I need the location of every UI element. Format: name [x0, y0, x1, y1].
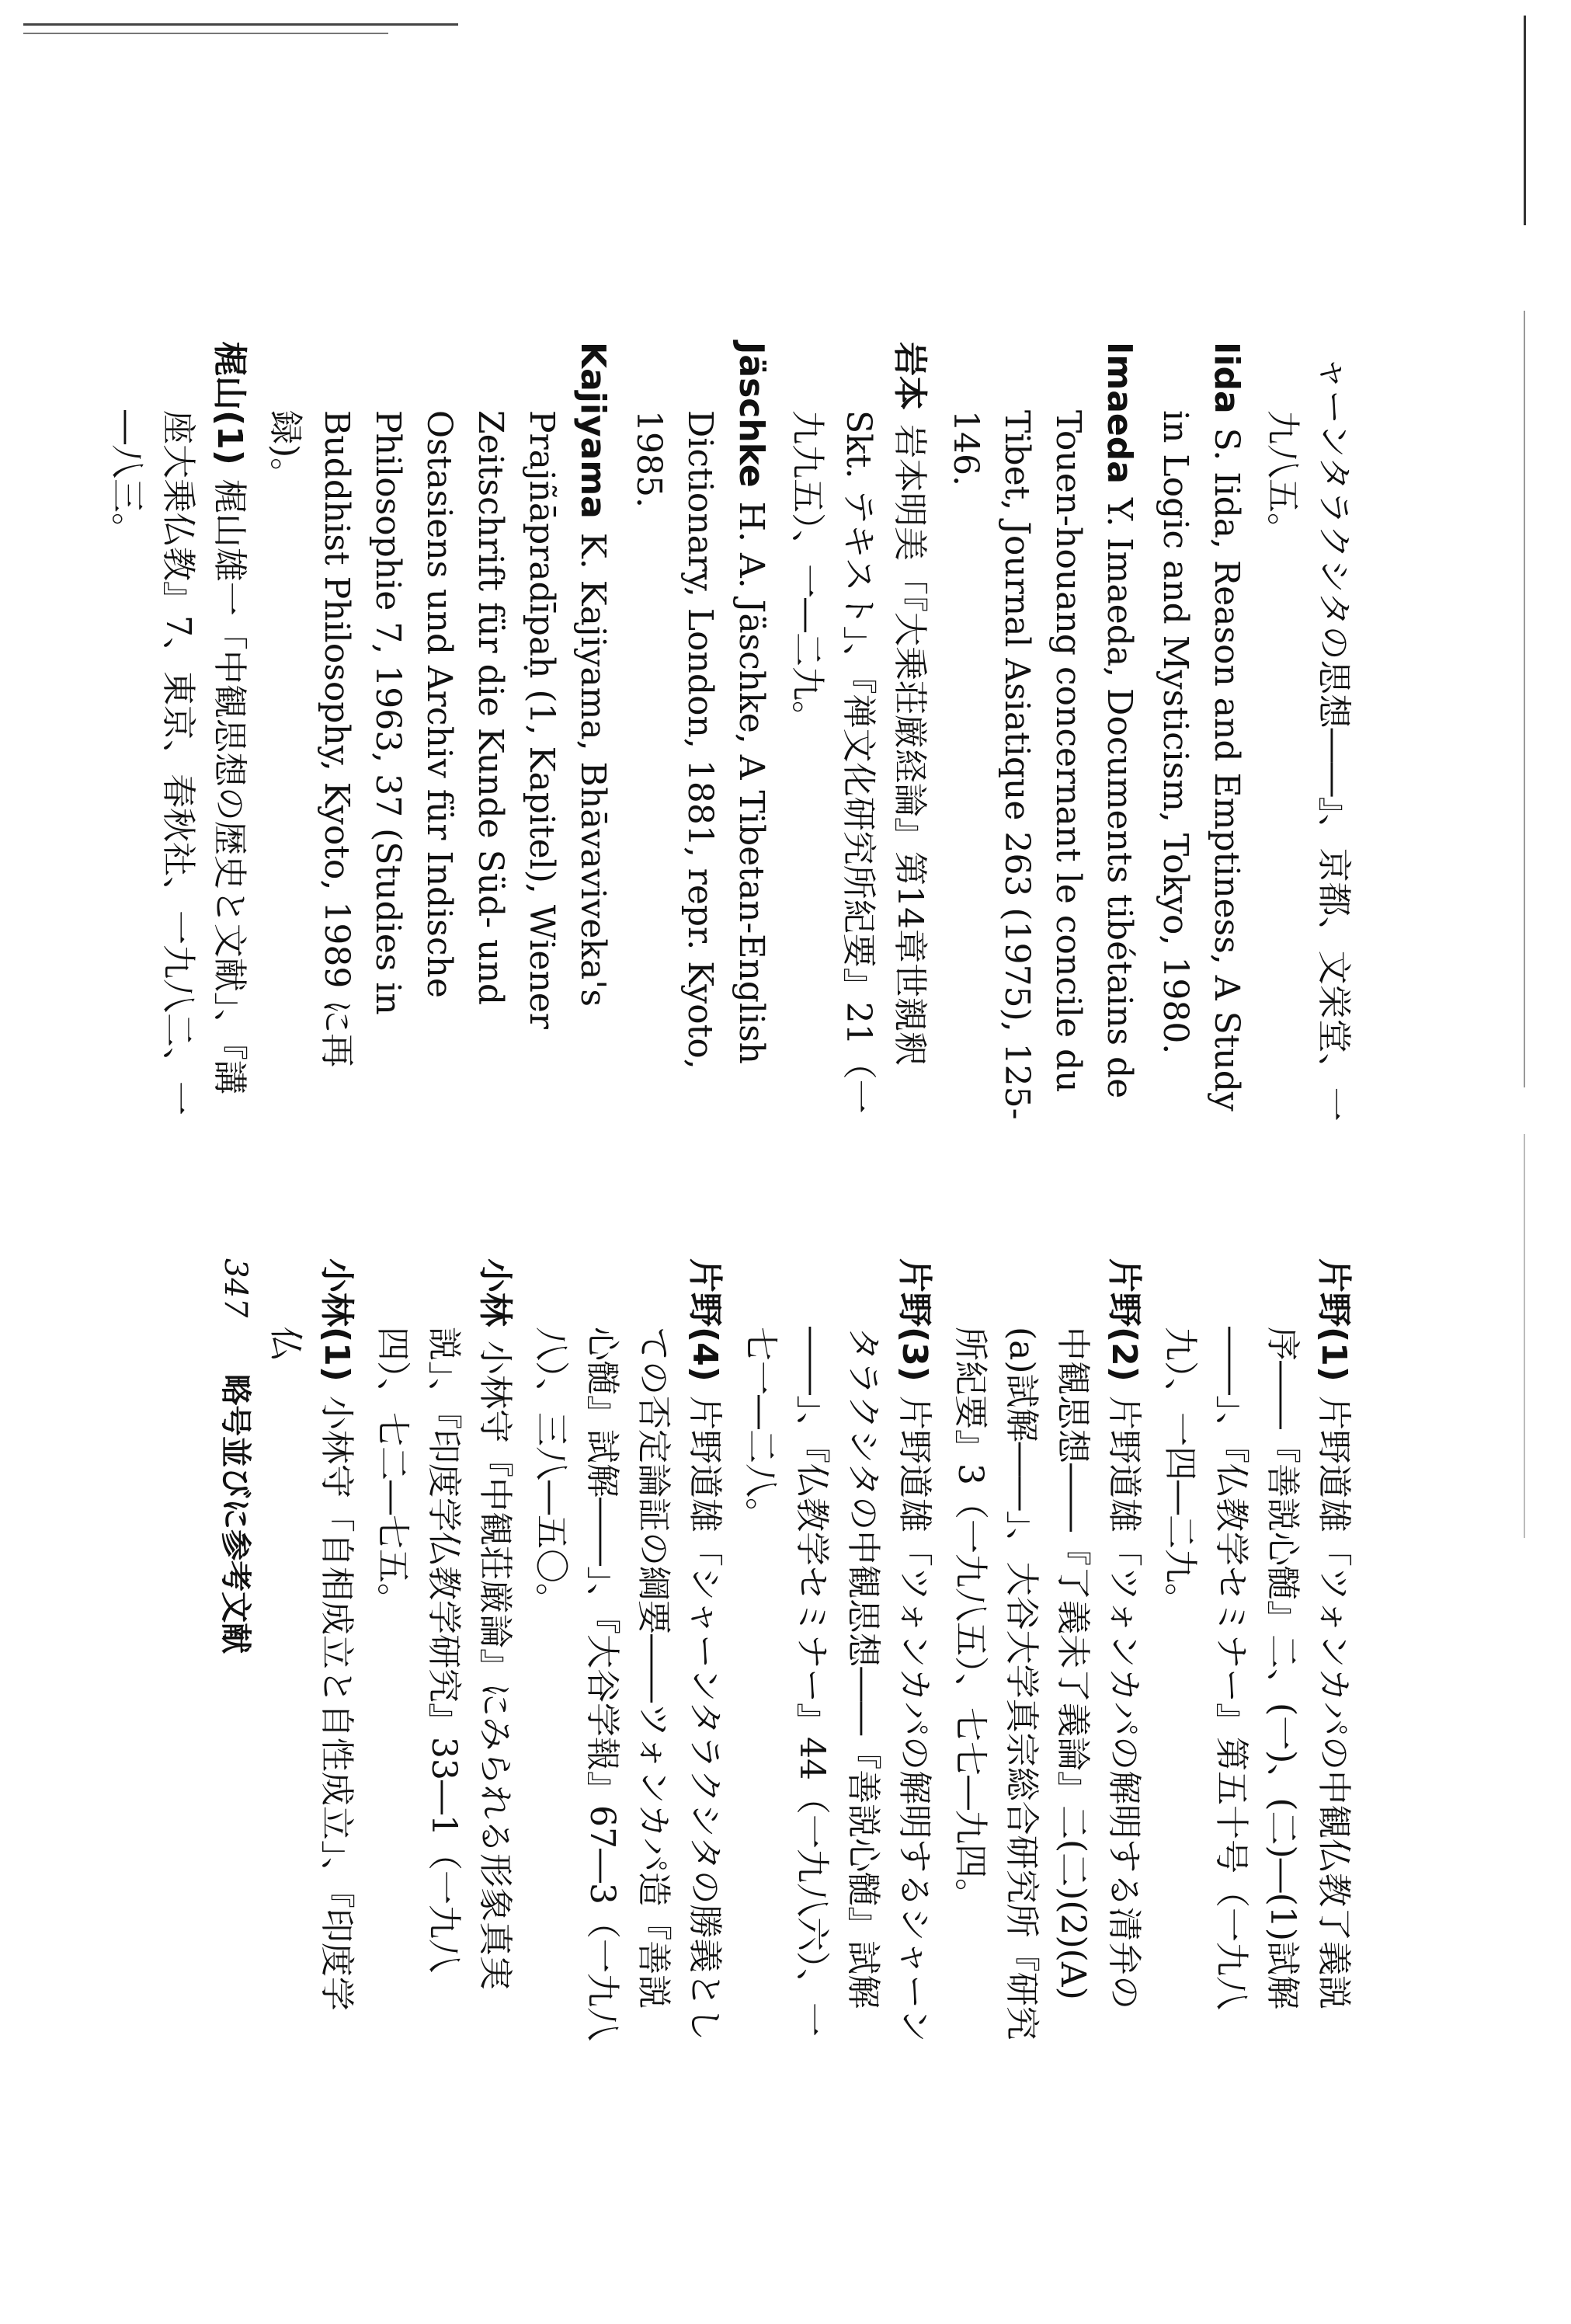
- bib-key: 片野(1): [1314, 1258, 1354, 1382]
- bib-entry: [101, 342, 255, 1126]
- bib-key: 小林: [475, 1258, 515, 1327]
- bib-text: H. A. Jäschke, A Tibetan-English Dictionary, London, 1881, repr. Kyoto, 1985.: [629, 410, 771, 1070]
- page-edge-shadow: [1524, 16, 1526, 225]
- bib-key: Imaeda: [1100, 342, 1139, 484]
- bibliography-left-column: [96, 342, 1359, 1126]
- bib-text: 小林守「自相成立と自性成立」、『印度学仏: [266, 1327, 356, 2011]
- bib-entry: [1256, 342, 1359, 1126]
- rotated-page: [107, 342, 1359, 2097]
- bib-entry: [367, 1258, 520, 2043]
- bib-key: 片野(2): [1104, 1258, 1144, 1382]
- bib-entry: [259, 342, 618, 1126]
- scan-artifact-line: [23, 23, 458, 26]
- bib-entry: [259, 1258, 362, 2043]
- bib-text: S. Iida, Reason and Emptiness, A Study in Logic and Mysticism, Tokyo, 1980.: [1156, 410, 1246, 1112]
- bib-text: K. Kajiyama, Bhāvaviveka's Prajñāpradīpaḥ (1, Kapitel), Wiener Zeitschrift für die Kunde Süd- und Ostasiens und Archiv für Indische Philosophie 7, 1963, 37 (Studies in Buddhist Philosophy, Kyoto, 1989 に再録)。: [266, 410, 613, 1068]
- bibliography-right-column: [255, 1258, 1359, 2043]
- bib-key: Jäschke: [732, 342, 771, 488]
- bib-key: 小林(1): [317, 1258, 356, 1382]
- bib-entry: [944, 1258, 1149, 2043]
- bib-entry: [1149, 342, 1252, 1126]
- bib-key: 片野(4): [685, 1258, 725, 1382]
- bib-key: 片野(3): [895, 1258, 934, 1382]
- bib-text: 片野道雄「シャーンタラクシタの勝義としての否定論証の綱要――ツォンカパ造『善説心髄』試解――」、『大谷学報』67―3（一九八八）、三八―五〇。: [531, 1327, 725, 2041]
- bib-key: 梶山(1): [210, 342, 249, 465]
- bib-entry: [623, 342, 777, 1126]
- bib-entry: [781, 342, 935, 1126]
- bib-key: 岩本: [890, 342, 930, 410]
- bib-key: Kajiyama: [573, 342, 613, 519]
- bib-text: Y. Imaeda, Documents tibétains de Touen-houang concernant le concile du Tibet, Journal Asiatique 263 (1975), 125-146.: [946, 410, 1139, 1120]
- bib-text: ャーンタラクシタの思想――』、京都、文栄堂、一九八五。: [1263, 356, 1354, 1122]
- scan-artifact-line: [23, 33, 388, 34]
- bib-key: Iida: [1207, 342, 1246, 414]
- bib-entry: [525, 1258, 730, 2043]
- bib-text: 小林守『中観荘厳論』にみられる形象真実説」、『印度学仏教学研究』33―1（一九八四）、七二―七五。: [373, 1327, 515, 1990]
- bib-entry: [1154, 1258, 1359, 2043]
- bib-text: 片野道雄「ツォンカパの解明する清弁の中観思想――『了義未了義論』二(二)(2)(A)(a)試解――」、大谷大学真宗総合研究所『研究所紀要』3（一九八五）、七七―九四。: [951, 1327, 1144, 2040]
- bib-text: 片野道雄「ツォンカパの解明するシャーンタラクシタの中観思想――『善説心髄』試解――」、『仏教学セミナー』44（一九八六）、一七一―二八。: [741, 1327, 934, 2043]
- page-number: 347: [217, 1258, 253, 1318]
- page-footer: [216, 1258, 260, 1654]
- bib-entry: [735, 1258, 940, 2043]
- bib-entry: [940, 342, 1145, 1126]
- bib-text: 片野道雄「ツォンカパの中観仏教了義説序――『善説心髄』二、(一)、(二)―(1)試解――」、『仏教学セミナー』第五十号（一九八九）、一四―二九。: [1160, 1327, 1354, 2010]
- page-edge-shadow: [1524, 311, 1525, 1087]
- bib-text: 岩本明美「『大乗荘厳経論』第14章世親釈Skt. テキスト」、『禅文化研究所紀要』21（一九九五）、一―二九。: [787, 410, 930, 1114]
- bib-text: 梶山雄一「中観思想の歴史と文献」、『講座大乗仏教』7、東京、春秋社、一九八二、一―八三。: [107, 410, 249, 1115]
- running-title: 略号並びに参考文献: [217, 1374, 253, 1654]
- page-edge-shadow: [1524, 1134, 1525, 1538]
